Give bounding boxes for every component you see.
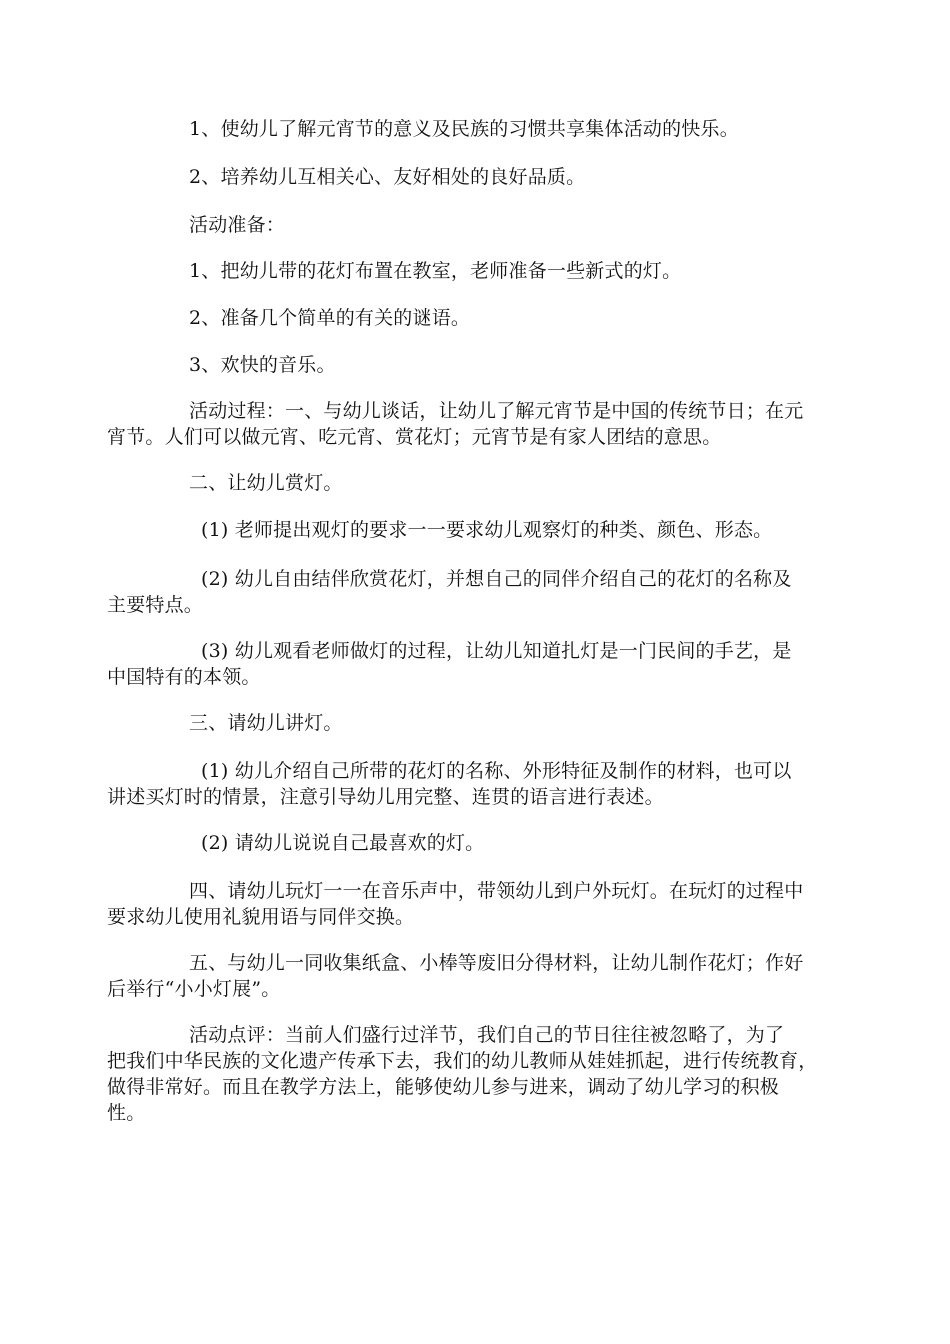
process-intro-line-2: 宵节。人们可以做元宵、吃元宵、赏花灯；元宵节是有家人团结的意思。 bbox=[107, 426, 722, 448]
goal-2: 2、培养幼儿互相关心、友好相处的良好品质。 bbox=[189, 166, 586, 188]
step-3-heading: 三、请幼儿讲灯。 bbox=[189, 712, 343, 734]
process-intro-line-1: 活动过程：一、与幼儿谈话，让幼儿了解元宵节是中国的传统节日；在元 bbox=[189, 400, 804, 422]
goal-1: 1、使幼儿了解元宵节的意义及民族的习惯共享集体活动的快乐。 bbox=[189, 118, 739, 140]
step-4-line-1: 四、请幼儿玩灯一一在音乐声中，带领幼儿到户外玩灯。在玩灯的过程中 bbox=[189, 880, 804, 902]
step-2-item-2-line-1: (2) 幼儿自由结伴欣赏花灯，并想自己的同伴介绍自己的花灯的名称及 bbox=[201, 568, 792, 590]
step-2-item-1: (1) 老师提出观灯的要求一一要求幼儿观察灯的种类、颜色、形态。 bbox=[201, 519, 773, 541]
step-2-heading: 二、让幼儿赏灯。 bbox=[189, 472, 343, 494]
review-line-4: 性。 bbox=[107, 1102, 146, 1124]
preparation-3: 3、欢快的音乐。 bbox=[189, 354, 336, 376]
review-line-1: 活动点评：当前人们盛行过洋节，我们自己的节日往往被忽略了，为了 bbox=[189, 1024, 785, 1046]
review-line-2: 把我们中华民族的文化遗产传承下去，我们的幼儿教师从娃娃抓起，进行传统教育， bbox=[107, 1050, 818, 1072]
step-5-line-1: 五、与幼儿一同收集纸盒、小棒等废旧分得材料，让幼儿制作花灯；作好 bbox=[189, 952, 804, 974]
preparation-1: 1、把幼儿带的花灯布置在教室，老师准备一些新式的灯。 bbox=[189, 260, 682, 282]
step-5-line-2: 后举行“小小灯展”。 bbox=[107, 978, 281, 1000]
step-3-item-2: (2) 请幼儿说说自己最喜欢的灯。 bbox=[201, 832, 485, 854]
step-4-line-2: 要求幼儿使用礼貌用语与同伴交换。 bbox=[107, 906, 415, 928]
step-2-item-3-line-1: (3) 幼儿观看老师做灯的过程，让幼儿知道扎灯是一门民间的手艺，是 bbox=[201, 640, 792, 662]
review-line-3: 做得非常好。而且在教学方法上，能够使幼儿参与进来，调动了幼儿学习的积极 bbox=[107, 1076, 780, 1098]
step-3-item-1-line-1: (1) 幼儿介绍自己所带的花灯的名称、外形特征及制作的材料，也可以 bbox=[201, 760, 792, 782]
step-2-item-3-line-2: 中国特有的本领。 bbox=[107, 666, 261, 688]
step-2-item-2-line-2: 主要特点。 bbox=[107, 594, 204, 616]
section-heading-preparation: 活动准备： bbox=[189, 214, 286, 236]
preparation-2: 2、准备几个简单的有关的谜语。 bbox=[189, 307, 471, 329]
step-3-item-1-line-2: 讲述买灯时的情景，注意引导幼儿用完整、连贯的语言进行表述。 bbox=[107, 786, 664, 808]
